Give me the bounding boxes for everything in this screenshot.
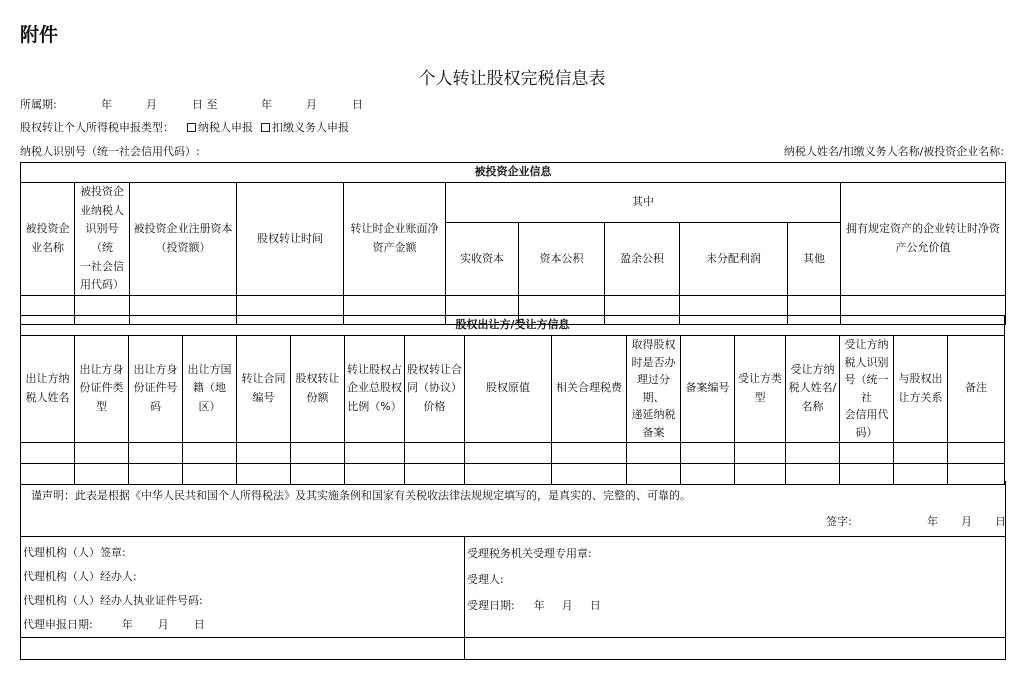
bottom-table [20,536,1006,660]
col-buyer-name-line: 名称 [801,400,824,414]
col-registered-capital [130,183,237,296]
col-contract-number [237,336,291,443]
col-share-amount-line: 股权转让 [295,372,340,386]
office-seal-label: 受理税务机关受理专用章: [467,547,592,560]
col-seller-name-line: 税人姓名 [25,390,70,404]
agent-date-month: 月 [157,618,169,631]
col-fair-value [841,183,1006,296]
agent-seal-label: 代理机构（人）签章: [23,546,126,559]
col-invested-id [75,183,130,296]
taxpayer-name-label: 纳税人姓名/扣缴义务人名称/被投资企业名称: [783,145,1004,158]
col-buyer-id-line: 码） [855,425,878,439]
tax-office-cell [465,537,1006,638]
agent-handler-label: 代理机构（人）经办人: [23,570,137,583]
input-cell[interactable] [21,442,75,463]
sub-paid-in-capital: 实收资本 [446,223,519,296]
period-year-1: 年 [101,98,112,111]
col-invested-id-line: 业纳税人 [80,203,124,217]
col-reasonable-tax: 相关合理税费 [552,336,627,443]
sign-label: 签字: [826,515,852,528]
office-extra-cell[interactable] [465,638,1006,660]
declaration-text: 谨声明：此表是根据《中华人民共和国个人所得税法》及其实施条例和国家有关税收法律法规规定填写的，是真实的、完整的、可靠的。 [31,489,691,502]
sign-year: 年 [927,515,938,528]
office-date-day: 日 [589,599,601,612]
parties-table [20,315,1005,485]
col-seller-id-number-line: 份证件号 [133,381,178,395]
agent-cert-label: 代理机构（人）经办人执业证件号码: [23,594,203,607]
col-remarks: 备注 [948,336,1005,443]
input-cell[interactable] [894,442,948,463]
office-date-row [467,593,1003,619]
col-invested-id-line: 用代码） [80,278,124,292]
col-buyer-type-line: 型 [754,390,766,404]
invested-company-table [20,162,1006,325]
col-seller-id-number-line: 码 [150,400,161,414]
declaration-box [20,481,1006,537]
col-buyer-id-line: 税人识别 [844,355,889,369]
col-seller-name-line: 出让方纳 [25,372,70,386]
col-seller-id-type-line: 份证件类 [79,381,124,395]
col-seller-id-type [75,336,129,443]
col-buyer-name [786,336,840,443]
checkbox-icon[interactable] [261,123,270,132]
col-buyer-name-line: 受让方纳 [790,362,835,376]
parties-data-row [21,442,1005,463]
col-invested-id-line: 被投资企 [80,185,124,198]
option-taxpayer-label: 纳税人申报 [198,121,253,134]
input-cell[interactable] [291,442,345,463]
input-cell[interactable] [552,442,627,463]
col-installment-filing [627,336,681,443]
col-registered-capital-line: 被投资企业注册资本 [133,222,233,236]
col-invested-id-line: 识别号（统 [85,222,119,255]
col-relation-line: 与股权出 [898,372,943,386]
attachment-label: 附件 [20,24,59,46]
col-seller-nationality [183,336,237,443]
input-cell[interactable] [840,442,894,463]
input-cell[interactable] [345,442,405,463]
sign-day: 日 [995,515,1006,528]
col-among: 其中 [446,183,841,223]
input-cell[interactable] [465,442,552,463]
col-installment-filing-line: 取得股权 [631,338,676,351]
col-seller-nationality-line: 出让方国 [187,362,232,376]
sub-capital-reserve: 资本公积 [519,223,605,296]
col-contract-price-line: 同（协议） [407,381,462,395]
col-share-ratio-line: 转让股权占 [347,362,402,376]
report-type-label: 股权转让个人所得税申报类型： [20,121,174,134]
col-buyer-name-line: 税人姓名/ [788,381,837,395]
input-cell[interactable] [627,442,681,463]
col-registered-capital-line: （投资额） [155,241,211,255]
col-invested-name: 被投资企业名称 [21,183,75,296]
col-seller-nationality-line: 籍（地区） [193,381,226,414]
col-net-assets-line: 资产金额 [372,241,417,255]
period-day-1: 日 至 [192,98,218,111]
input-cell[interactable] [948,442,1005,463]
col-share-ratio-line: 比例（%） [347,400,402,414]
sub-undistributed-profit: 未分配利润 [680,223,788,296]
col-buyer-id-line: 受让方纳 [844,338,889,351]
office-date-label: 受理日期: [467,599,515,612]
col-share-amount [291,336,345,443]
col-buyer-type-line: 受让方类 [738,372,782,386]
col-contract-price [405,336,465,443]
col-fair-value-line: 产公允价值 [895,241,951,255]
col-transfer-time: 股权转让时间 [237,183,344,296]
period-day-2: 日 [352,98,363,111]
col-seller-id-number-line: 出让方身 [133,362,178,376]
period-month-1: 月 [146,98,157,111]
col-share-ratio-line: 企业总股权 [347,381,402,395]
agent-date-year: 年 [121,618,133,631]
col-seller-id-number [129,336,183,443]
input-cell[interactable] [237,442,291,463]
period-year-2: 年 [261,98,272,111]
input-cell[interactable] [735,442,786,463]
sign-month: 月 [961,515,972,528]
col-buyer-type [735,336,786,443]
period-month-2: 月 [306,98,317,111]
taxpayer-id-label: 纳税人识别号（统一社会信用代码）: [20,145,200,158]
sub-other: 其他 [788,223,841,296]
agent-date-day: 日 [193,618,205,631]
col-net-assets-line: 转让时企业账面净 [350,222,439,236]
col-filing-number: 备案编号 [681,336,735,443]
col-installment-filing-line: 理过分期、 [637,373,670,404]
input-cell[interactable] [786,442,840,463]
col-original-value: 股权原值 [465,336,552,443]
col-net-assets [344,183,446,296]
checkbox-icon[interactable] [187,123,196,132]
parties-section-title: 股权出让方/受让方信息 [21,316,1005,336]
col-buyer-id-line: 号（统一社 [844,373,889,404]
col-installment-filing-line: 递延纳税 [631,408,676,422]
input-cell[interactable] [405,442,465,463]
agent-date-row [23,613,462,637]
input-cell[interactable] [75,442,129,463]
col-buyer-id [840,336,894,443]
col-contract-price-line: 价格 [423,400,446,414]
option-withholding-label: 扣缴义务人申报 [272,121,349,134]
col-seller-id-type-line: 型 [96,400,107,414]
office-receiver-label: 受理人: [467,573,504,586]
col-contract-number-line: 转让合同 [241,372,286,386]
col-buyer-id-line: 会信用代 [844,408,889,422]
input-cell[interactable] [183,442,237,463]
col-contract-number-line: 编号 [252,390,275,404]
period-label: 所属期: [20,98,57,111]
agent-date-label: 代理申报日期: [23,618,93,631]
input-cell[interactable] [681,442,735,463]
office-date-month: 月 [561,599,573,612]
agent-cell [21,537,465,638]
col-installment-filing-line: 时是否办 [631,355,676,369]
col-relation-line: 让方关系 [898,390,943,404]
col-share-ratio [345,336,405,443]
input-cell[interactable] [129,442,183,463]
option-taxpayer[interactable] [187,119,253,135]
agent-extra-cell[interactable] [21,638,465,660]
invested-section-title: 被投资企业信息 [21,163,1006,183]
col-fair-value-line: 拥有规定资产的企业转让时净资 [846,222,1000,236]
form-title: 个人转让股权完税信息表 [418,69,606,89]
col-contract-price-line: 股权转让合 [407,362,462,376]
col-share-amount-line: 份额 [306,390,329,404]
col-seller-id-type-line: 出让方身 [79,362,124,376]
office-date-year: 年 [533,599,545,612]
col-relation [894,336,948,443]
col-invested-id-line: 一社会信 [80,259,124,273]
col-installment-filing-line: 备案 [642,425,665,439]
option-withholding[interactable] [261,119,349,135]
col-seller-name [21,336,75,443]
sub-surplus-reserve: 盈余公积 [605,223,680,296]
